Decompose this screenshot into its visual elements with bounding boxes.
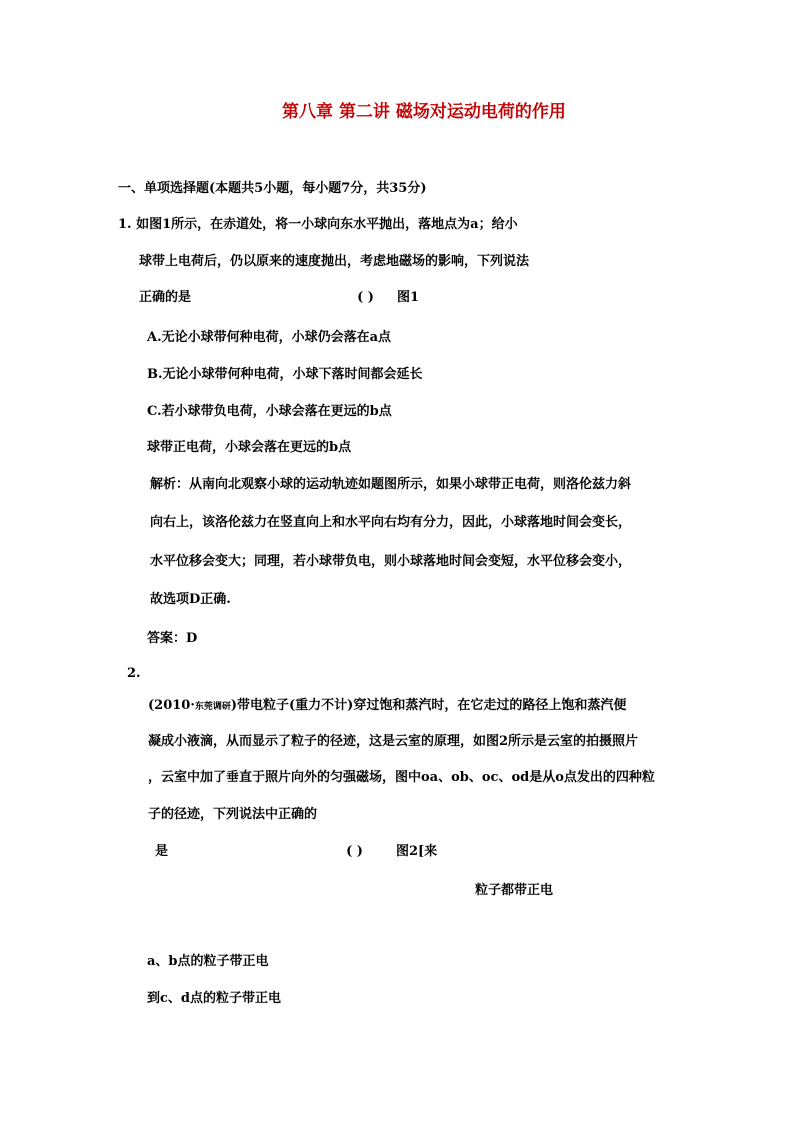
analysis-line-2: 向右上，该洛伦兹力在竖直向上和水平向右均有分力，因此，小球落地时间会变长， [150, 515, 632, 530]
question-2-line-4: 子的径迹，下列说法中正确的 [148, 807, 318, 822]
question-1-stem-end: 正确的是 [139, 290, 192, 305]
answer-line: 答案：D [147, 631, 198, 646]
answer-blank: ( ) [357, 290, 374, 305]
analysis-line-1 [150, 476, 631, 494]
question-2-number: 2. [127, 666, 141, 681]
option-a: A.无论小球带何种电荷，小球仍会落在a点 [147, 330, 392, 345]
option-c: 到c、d点的粒子带正电 [147, 991, 282, 1006]
figure-label: 图1 [396, 290, 420, 305]
page-title: 第八章 第二讲 磁场对运动电荷的作用 [282, 102, 566, 122]
option-d: 球带正电荷，小球会落在更远的b点 [147, 440, 352, 455]
figure-label: 图2[来 [395, 844, 438, 859]
option-b: a、b点的粒子带正电 [147, 954, 269, 969]
question-1-line-2: 球带上电荷后，仍以原来的速度抛出，考虑地磁场的影响，下列说法 [139, 254, 530, 269]
analysis-line-4: 故选项D正确. [150, 592, 231, 607]
analysis-label: 解析： [150, 477, 190, 492]
analysis-text: 从南向北观察小球的运动轨迹如题图所示，如果小球带正电荷，则洛伦兹力斜 [189, 477, 632, 492]
question-2-text: )带电粒子(重力不计)穿过饱和蒸汽时，在它走过的路径上饱和蒸汽便 [230, 698, 627, 713]
question-2-line-1 [148, 697, 626, 716]
option-c: C.若小球带负电荷，小球会落在更远的b点 [147, 404, 392, 419]
question-2-line-3: ，云室中加了垂直于照片向外的匀强磁场，图中oa、ob、oc、od是从o点发出的四种粒 [148, 770, 655, 785]
analysis-line-3: 水平位移会变大；同理，若小球带负电，则小球落地时间会变短，水平位移会变小， [150, 554, 632, 569]
question-2-line-2: 凝成小液滴，从而显示了粒子的径迹，这是云室的原理，如图2所示是云室的拍摄照片 [148, 734, 639, 749]
question-1-line-1: 1. 如图1所示，在赤道处，将一小球向东水平抛出，落地点为a；给小 [118, 217, 518, 232]
question-2-line-5 [155, 843, 437, 861]
section-heading: 一、单项选择题(本题共5小题，每小题7分，共35分) [118, 181, 427, 196]
question-1-line-3 [139, 289, 419, 307]
answer-blank: ( ) [346, 844, 363, 859]
question-2-source: 东莞调研 [194, 702, 231, 712]
option-b: B.无论小球带何种电荷，小球下落时间都会延长 [147, 367, 423, 382]
question-2-year: (2010· [148, 698, 195, 713]
option-a-fragment: 粒子都带正电 [475, 883, 554, 898]
question-2-stem-end: 是 [155, 844, 169, 859]
